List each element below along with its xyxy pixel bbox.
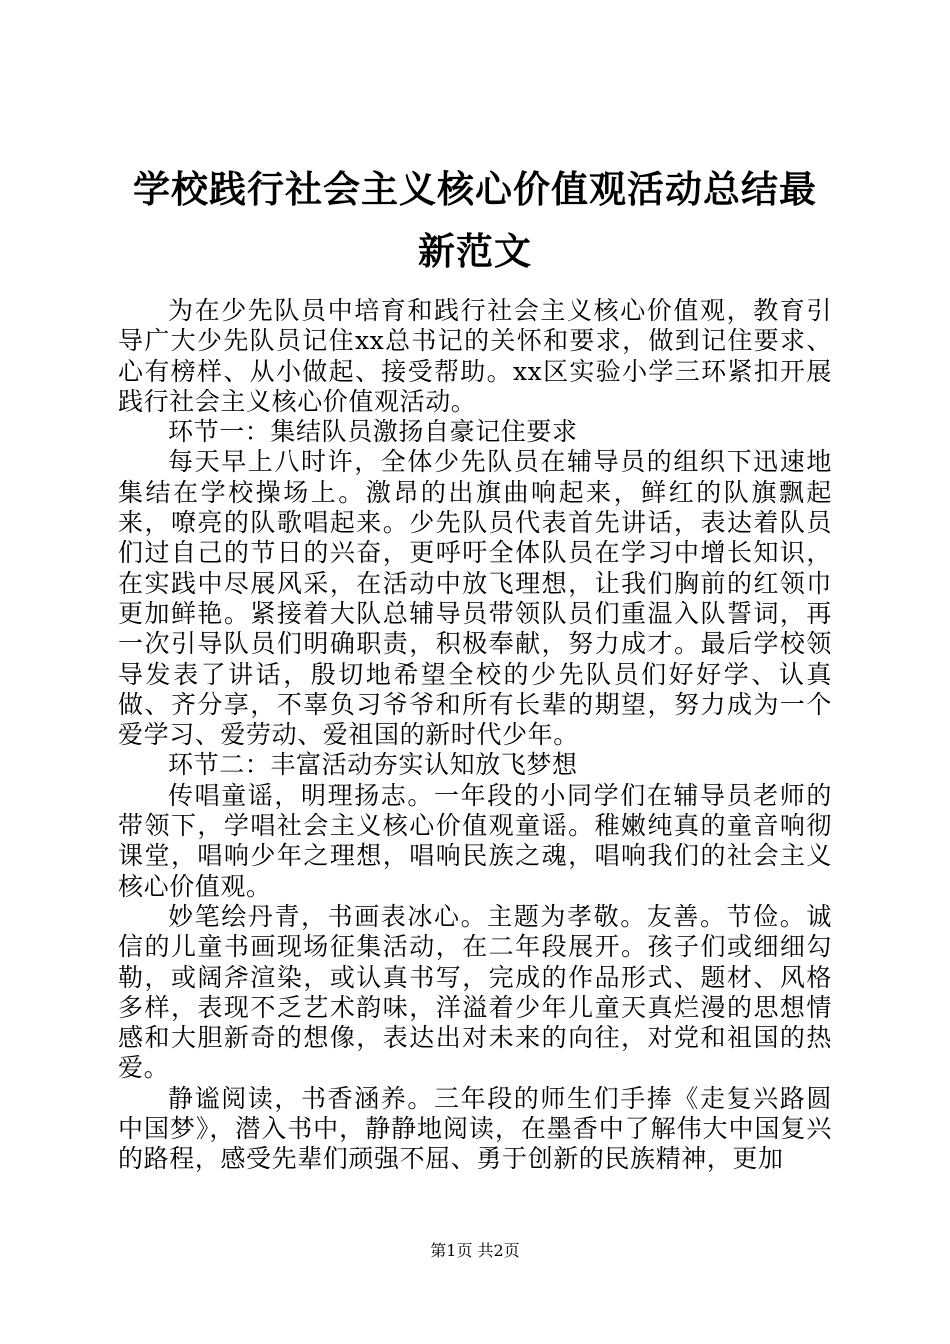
- document-body: [118, 296, 832, 1175]
- page-footer: 第1页 共2页: [430, 1241, 520, 1260]
- paragraph-songs: 传唱童谣，明理扬志。一年段的小同学们在辅导员老师的带领下，学唱社会主义核心价值观童谣。稚嫩纯真的童音响彻课堂，唱响少年之理想，唱响民族之魂，唱响我们的社会主义核心价值观。: [118, 780, 832, 901]
- paragraph-gathering: 每天早上八时许，全体少先队员在辅导员的组织下迅速地集结在学校操场上。激昂的出旗曲响起来，鲜红的队旗飘起来，嘹亮的队歌唱起来。少先队员代表首先讲话，表达着队员们过自己的节日的兴奋，更呼吁全体队员在学习中增长知识，在实践中尽展风采，在活动中放飞理想，让我们胸前的红领巾更加鲜艳。紧接着大队总辅导员带领队员们重温入队誓词，再一次引导队员们明确职责，积极奉献，努力成才。最后学校领导发表了讲话，殷切地希望全校的少先队员们好好学、认真做、齐分享，不辜负习爷爷和所有长辈的期望，努力成为一个爱学习、爱劳动、爱祖国的新时代少年。: [118, 447, 832, 750]
- section-heading-1: 环节一：集结队员激扬自豪记住要求: [168, 417, 578, 447]
- section-heading-2: 环节二：丰富活动夯实认知放飞梦想: [168, 750, 578, 780]
- document-title: 学校践行社会主义核心价值观活动总结最新范文: [133, 167, 817, 273]
- paragraph-reading: 静谧阅读，书香涵养。三年段的师生们手捧《走复兴路圆中国梦》，潜入书中，静静地阅读，在墨香中了解伟大中国复兴的路程，感受先辈们顽强不屈、勇于创新的民族精神，更加: [118, 1083, 832, 1174]
- paragraph-intro: 为在少先队员中培育和践行社会主义核心价值观，教育引导广大少先队员记住xx总书记的关怀和要求，做到记住要求、心有榜样、从小做起、接受帮助。xx区实验小学三环紧扣开展践行社会主义核心价值观活动。: [118, 296, 832, 416]
- paragraph-painting: 妙笔绘丹青，书画表冰心。主题为孝敬。友善。节俭。诚信的儿童书画现场征集活动，在二年段展开。孩子们或细细勾勒，或阔斧渲染，或认真书写，完成的作品形式、题材、风格多样，表现不乏艺术韵味，洋溢着少年儿童天真烂漫的思想情感和大胆新奇的想像，表达出对未来的向往，对党和祖国的热爱。: [118, 901, 832, 1083]
